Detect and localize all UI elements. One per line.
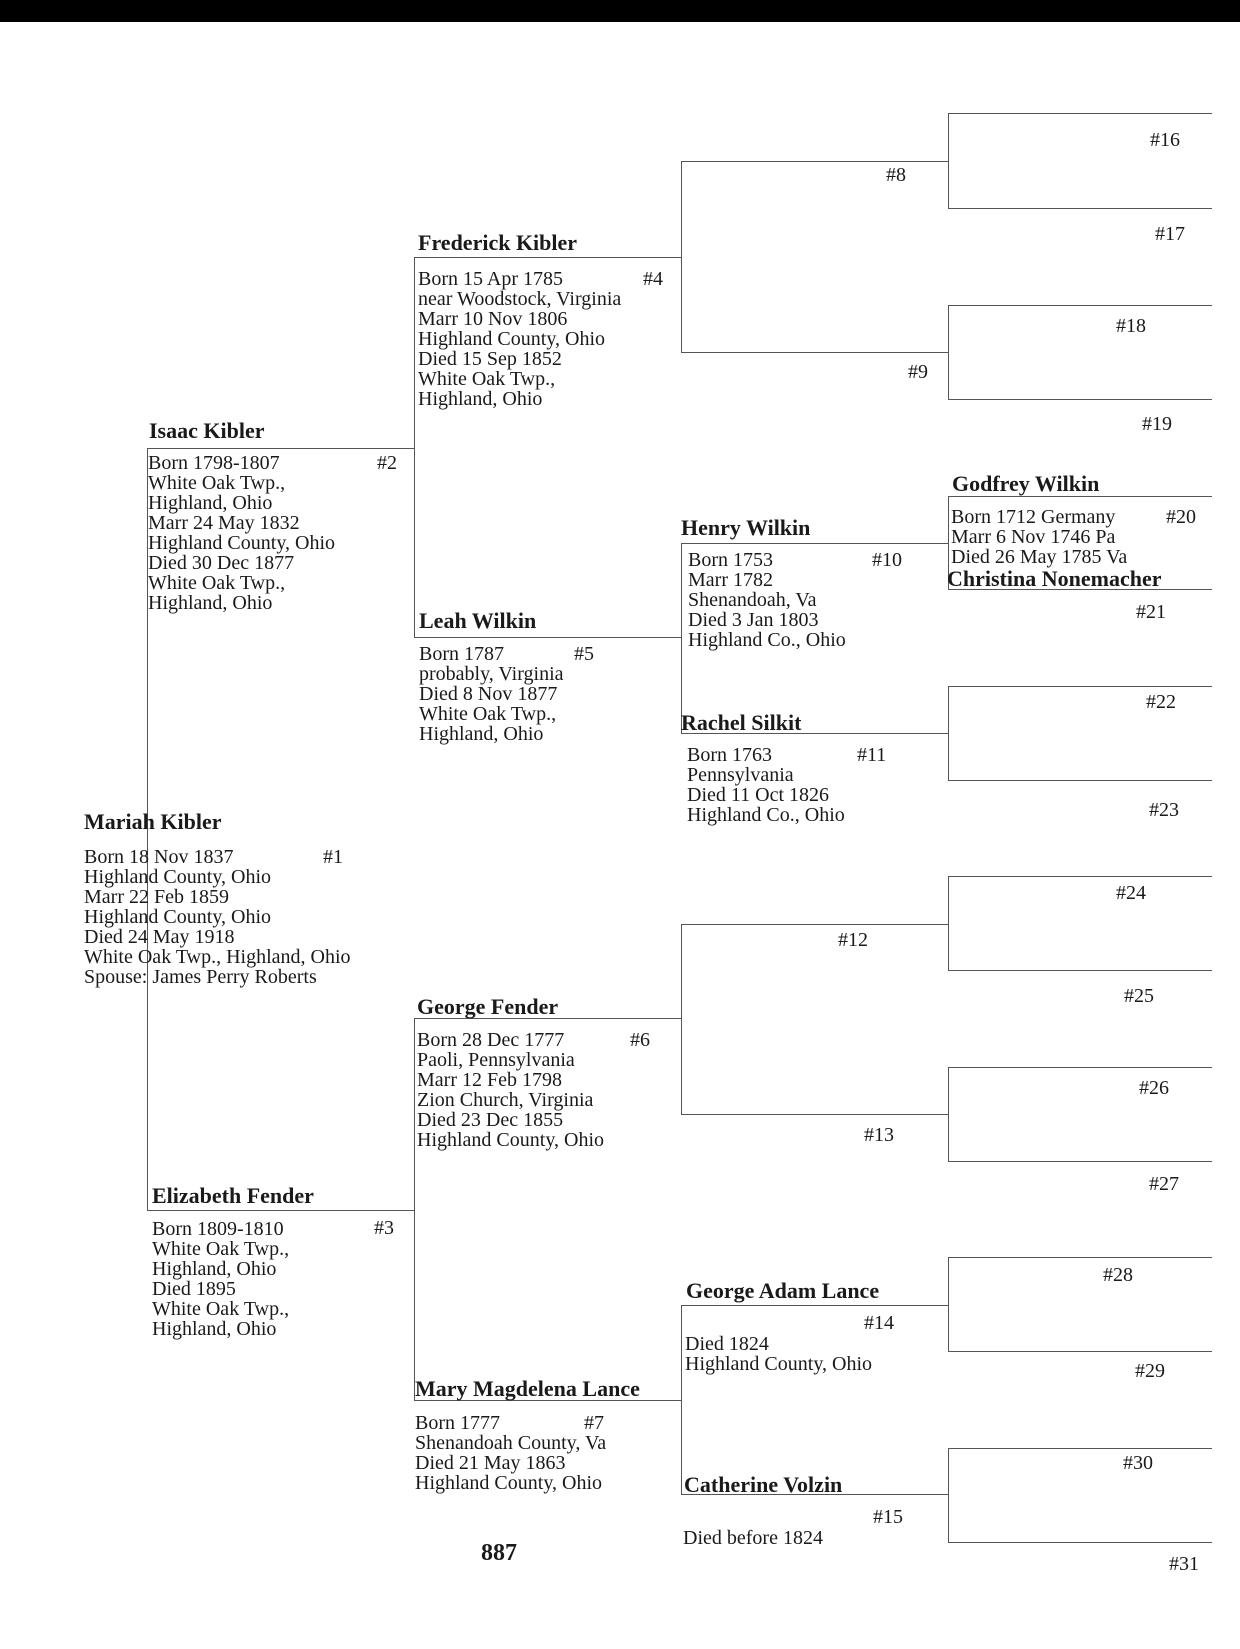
scan-top-border	[0, 0, 1240, 22]
person-18-number: #18	[1116, 315, 1146, 337]
person-7-died: Died 21 May 1863	[415, 1452, 566, 1474]
person-27-number: #27	[1149, 1173, 1179, 1195]
person-7-details	[415, 1413, 606, 1493]
connector-p6	[681, 924, 682, 1115]
person-2-marr: Marr 24 May 1832	[148, 512, 300, 534]
line-p14	[681, 1305, 948, 1306]
line-p5	[414, 637, 681, 638]
person-20-marr: Marr 6 Nov 1746 Pa	[951, 526, 1116, 548]
line-p8	[681, 161, 948, 162]
person-15-died: Died before 1824	[683, 1527, 823, 1549]
person-1-spouse: Spouse: James Perry Roberts	[84, 966, 317, 988]
connector-p9	[948, 305, 949, 400]
line-p27	[948, 1161, 1212, 1162]
connector-p12	[948, 876, 949, 971]
person-3-died-place: White Oak Twp.,	[152, 1298, 290, 1320]
person-6-born: Born 28 Dec 1777	[417, 1029, 565, 1051]
person-28-number: #28	[1103, 1264, 1133, 1286]
person-2-born-place-2: Highland, Ohio	[148, 492, 273, 514]
person-22-number: #22	[1146, 691, 1176, 713]
person-9-number: #9	[908, 361, 928, 383]
person-20-born: Born 1712 Germany	[951, 506, 1116, 528]
person-20-number: #20	[1166, 506, 1196, 528]
person-25-number: #25	[1124, 985, 1154, 1007]
line-p9	[681, 352, 948, 353]
person-10-number: #10	[872, 549, 902, 571]
person-10-died: Died 3 Jan 1803	[688, 609, 819, 631]
line-p29	[948, 1351, 1212, 1352]
person-30-number: #30	[1123, 1452, 1153, 1474]
person-24-number: #24	[1116, 882, 1146, 904]
person-14-died-place: Highland County, Ohio	[685, 1353, 873, 1375]
person-6-died-place: Highland County, Ohio	[417, 1129, 605, 1151]
person-3-born: Born 1809-1810	[152, 1218, 284, 1240]
person-2-name: Isaac Kibler	[149, 418, 265, 443]
person-4-details	[418, 269, 621, 409]
person-11-details	[687, 745, 845, 825]
person-20-name: Godfrey Wilkin	[952, 471, 1100, 496]
person-15-number: #15	[873, 1506, 903, 1528]
line-p20	[948, 496, 1212, 497]
person-7-born: Born 1777	[415, 1412, 500, 1434]
line-p28	[948, 1257, 1212, 1258]
line-p12	[681, 924, 948, 925]
person-13-number: #13	[864, 1124, 894, 1146]
person-4-marr-place: Highland County, Ohio	[418, 328, 606, 350]
person-10-name: Henry Wilkin	[681, 515, 811, 540]
line-p3	[147, 1210, 414, 1211]
person-1-marr: Marr 22 Feb 1859	[84, 886, 229, 908]
line-p26	[948, 1067, 1212, 1068]
person-1-details	[84, 847, 351, 987]
person-3-name: Elizabeth Fender	[152, 1183, 314, 1208]
connector-p15	[948, 1448, 949, 1543]
person-7-name: Mary Magdelena Lance	[415, 1376, 640, 1401]
person-11-number: #11	[857, 744, 887, 766]
person-5-details	[419, 644, 564, 744]
person-3-number: #3	[374, 1217, 394, 1239]
line-p19	[948, 399, 1212, 400]
person-2-number: #2	[377, 452, 397, 474]
person-14-details	[685, 1334, 872, 1374]
person-2-born: Born 1798-1807	[148, 452, 280, 474]
line-p24	[948, 876, 1212, 877]
line-p30	[948, 1448, 1212, 1449]
person-17-number: #17	[1155, 223, 1185, 245]
person-5-died-place-2: Highland, Ohio	[419, 723, 544, 745]
person-16-number: #16	[1150, 129, 1180, 151]
person-5-born-place: probably, Virginia	[419, 663, 564, 685]
person-23-number: #23	[1149, 799, 1179, 821]
person-3-born-place-2: Highland, Ohio	[152, 1258, 277, 1280]
connector-p14	[948, 1257, 949, 1352]
person-4-died: Died 15 Sep 1852	[418, 348, 562, 370]
person-4-born-place: near Woodstock, Virginia	[418, 288, 622, 310]
person-5-number: #5	[574, 643, 594, 665]
person-2-born-place: White Oak Twp.,	[148, 472, 286, 494]
line-p16	[948, 113, 1212, 114]
line-p22	[948, 686, 1212, 687]
person-10-details	[688, 550, 846, 650]
person-4-died-place-2: Highland, Ohio	[418, 388, 543, 410]
person-1-number: #1	[323, 846, 343, 868]
person-6-marr-place: Zion Church, Virginia	[417, 1089, 594, 1111]
person-5-died-place: White Oak Twp.,	[419, 703, 557, 725]
person-2-died-place: White Oak Twp.,	[148, 572, 286, 594]
person-11-name: Rachel Silkit	[681, 710, 802, 735]
connector-p4	[681, 161, 682, 353]
person-11-died: Died 11 Oct 1826	[687, 784, 830, 806]
person-6-died: Died 23 Dec 1855	[417, 1109, 564, 1131]
person-11-died-place: Highland Co., Ohio	[687, 804, 845, 826]
line-p17	[948, 208, 1212, 209]
person-10-died-place: Highland Co., Ohio	[688, 629, 846, 651]
person-4-number: #4	[643, 268, 663, 290]
person-21-name: Christina Nonemacher	[947, 566, 1162, 591]
person-15-name: Catherine Volzin	[684, 1472, 843, 1497]
connector-p13	[948, 1067, 949, 1162]
page-number: 887	[481, 1540, 517, 1566]
person-4-born: Born 15 Apr 1785	[418, 268, 563, 290]
person-3-details	[152, 1219, 289, 1339]
line-p18	[948, 305, 1212, 306]
person-3-born-place: White Oak Twp.,	[152, 1238, 290, 1260]
person-6-name: George Fender	[417, 994, 559, 1019]
person-19-number: #19	[1142, 413, 1172, 435]
person-8-number: #8	[886, 164, 906, 186]
person-4-died-place: White Oak Twp.,	[418, 368, 556, 390]
line-p4	[414, 257, 681, 258]
person-2-died-place-2: Highland, Ohio	[148, 592, 273, 614]
person-21-number: #21	[1136, 601, 1166, 623]
person-20-details	[951, 507, 1127, 567]
person-5-died: Died 8 Nov 1877	[419, 683, 558, 705]
person-26-number: #26	[1139, 1077, 1169, 1099]
line-p13	[681, 1114, 948, 1115]
person-14-number: #14	[864, 1312, 894, 1334]
person-1-died: Died 24 May 1918	[84, 926, 235, 948]
connector-p5	[681, 543, 682, 734]
line-p23	[948, 780, 1212, 781]
person-6-number: #6	[630, 1029, 650, 1051]
person-6-details	[417, 1030, 604, 1150]
person-14-name: George Adam Lance	[686, 1278, 880, 1303]
person-2-marr-place: Highland County, Ohio	[148, 532, 336, 554]
person-29-number: #29	[1135, 1360, 1165, 1382]
person-1-name: Mariah Kibler	[84, 809, 222, 834]
person-6-marr: Marr 12 Feb 1798	[417, 1069, 562, 1091]
person-2-died: Died 30 Dec 1877	[148, 552, 295, 574]
person-6-born-place: Paoli, Pennsylvania	[417, 1049, 575, 1071]
person-1-died-place: White Oak Twp., Highland, Ohio	[84, 946, 351, 968]
person-1-born-place: Highland County, Ohio	[84, 866, 272, 888]
person-4-marr: Marr 10 Nov 1806	[418, 308, 568, 330]
person-10-born: Born 1753	[688, 549, 773, 571]
person-20-died: Died 26 May 1785 Va	[951, 546, 1128, 568]
person-7-born-place: Shenandoah County, Va	[415, 1432, 607, 1454]
person-5-born: Born 1787	[419, 643, 504, 665]
person-14-died: Died 1824	[685, 1333, 769, 1355]
person-5-name: Leah Wilkin	[419, 608, 537, 633]
person-3-died-place-2: Highland, Ohio	[152, 1318, 277, 1340]
person-2-details	[148, 453, 335, 613]
connector-p8	[948, 113, 949, 209]
line-p10	[681, 543, 948, 544]
person-3-died: Died 1895	[152, 1278, 236, 1300]
person-7-number: #7	[584, 1412, 604, 1434]
line-p25	[948, 970, 1212, 971]
person-11-born-place: Pennsylvania	[687, 764, 794, 786]
connector-p3	[414, 1018, 415, 1400]
connector-p7	[681, 1305, 682, 1495]
person-4-name: Frederick Kibler	[418, 230, 578, 255]
person-1-marr-place: Highland County, Ohio	[84, 906, 272, 928]
line-p31	[948, 1542, 1212, 1543]
person-11-born: Born 1763	[687, 744, 772, 766]
connector-p11	[948, 686, 949, 781]
line-p2	[147, 448, 414, 449]
connector-p2	[414, 257, 415, 638]
person-10-marr-place: Shenandoah, Va	[688, 589, 817, 611]
person-1-born: Born 18 Nov 1837	[84, 846, 234, 868]
person-7-died-place: Highland County, Ohio	[415, 1472, 603, 1494]
person-31-number: #31	[1169, 1553, 1199, 1575]
person-15-details	[683, 1528, 823, 1548]
person-10-marr: Marr 1782	[688, 569, 773, 591]
person-12-number: #12	[838, 929, 868, 951]
